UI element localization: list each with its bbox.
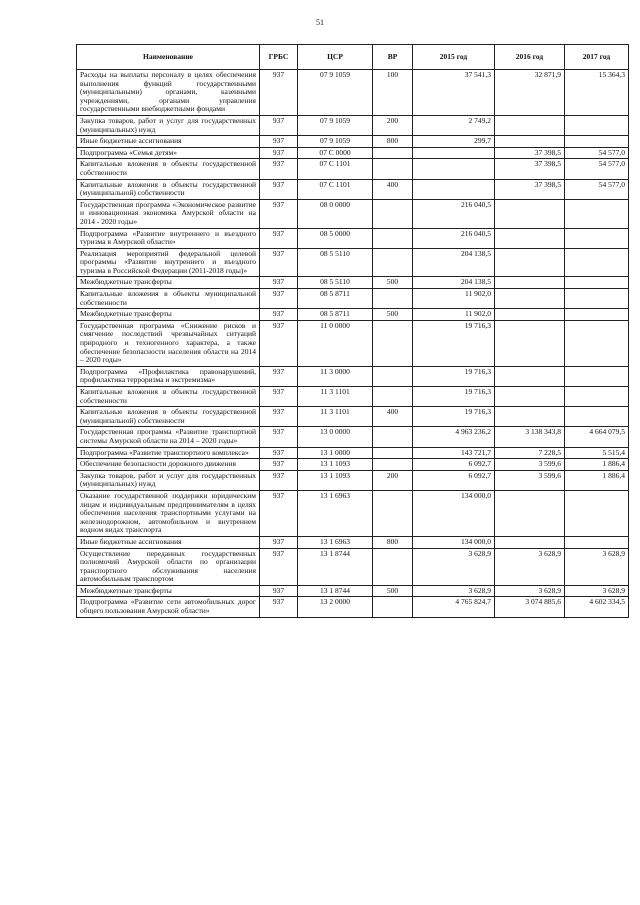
table-row: [77, 70, 629, 116]
row-csr: 07 9 1059: [298, 70, 373, 116]
row-vr: 100: [373, 70, 413, 116]
row-2017: [565, 115, 629, 135]
row-2017: 54 577,0: [565, 159, 629, 179]
table-row: [77, 427, 629, 447]
row-csr: 13 1 1093: [298, 470, 373, 490]
row-grbs: 937: [260, 136, 298, 148]
row-grbs: 937: [260, 407, 298, 427]
row-2015: 19 716,3: [413, 407, 495, 427]
row-2016: [495, 115, 565, 135]
row-2015: 37 541,3: [413, 70, 495, 116]
row-name: Межбюджетные трансферты: [77, 277, 260, 289]
row-csr: 13 1 0000: [298, 447, 373, 459]
row-csr: 07 9 1059: [298, 115, 373, 135]
row-2016: [495, 536, 565, 548]
row-2015: 4 963 236,2: [413, 427, 495, 447]
table-row: [77, 387, 629, 407]
row-grbs: 937: [260, 228, 298, 248]
row-csr: 11 0 0000: [298, 320, 373, 366]
row-csr: 07 С 0000: [298, 147, 373, 159]
row-2017: [565, 136, 629, 148]
row-2016: 3 628,9: [495, 585, 565, 597]
table-row: [77, 309, 629, 321]
row-2015: 6 092,7: [413, 470, 495, 490]
row-2015: 3 628,9: [413, 548, 495, 585]
row-2015: [413, 147, 495, 159]
row-csr: 13 1 6963: [298, 536, 373, 548]
row-vr: 400: [373, 179, 413, 199]
row-2016: [495, 136, 565, 148]
row-csr: 07 С 1101: [298, 179, 373, 199]
row-2016: [495, 407, 565, 427]
row-2015: 143 721,7: [413, 447, 495, 459]
row-csr: 08 5 5110: [298, 277, 373, 289]
row-csr: 08 0 0000: [298, 199, 373, 228]
row-name: Иные бюджетные ассигнования: [77, 536, 260, 548]
row-2015: 19 716,3: [413, 320, 495, 366]
row-2015: 204 138,5: [413, 277, 495, 289]
row-csr: 07 9 1059: [298, 136, 373, 148]
table-row: [77, 366, 629, 386]
row-vr: [373, 248, 413, 277]
table-row: [77, 277, 629, 289]
table-row: [77, 536, 629, 548]
row-name: Капитальные вложения в объекты государственной собственности: [77, 159, 260, 179]
table-row: [77, 407, 629, 427]
row-csr: 13 1 6963: [298, 490, 373, 536]
row-2015: 204 138,5: [413, 248, 495, 277]
row-csr: 08 5 8711: [298, 289, 373, 309]
row-name: Иные бюджетные ассигнования: [77, 136, 260, 148]
row-grbs: 937: [260, 199, 298, 228]
row-grbs: 937: [260, 548, 298, 585]
row-2016: [495, 228, 565, 248]
row-vr: [373, 366, 413, 386]
row-2017: [565, 289, 629, 309]
row-2017: [565, 536, 629, 548]
row-2016: 37 398,5: [495, 147, 565, 159]
table-row: [77, 320, 629, 366]
header-vr: ВР: [373, 45, 413, 70]
row-2017: [565, 277, 629, 289]
table-row: [77, 585, 629, 597]
row-csr: 07 С 1101: [298, 159, 373, 179]
row-vr: 800: [373, 136, 413, 148]
row-grbs: 937: [260, 277, 298, 289]
row-csr: 13 0 0000: [298, 427, 373, 447]
row-2017: [565, 366, 629, 386]
row-2015: 19 716,3: [413, 387, 495, 407]
row-name: Расходы на выплаты персоналу в целях обеспечения выполнения функций государственными (муниципальными) органами, казенными учреждениями, органами управления государственными внебюджетными фондами: [77, 70, 260, 116]
row-2017: 1 886,4: [565, 459, 629, 471]
row-csr: 13 1 8744: [298, 548, 373, 585]
header-name: Наименование: [77, 45, 260, 70]
row-grbs: 937: [260, 289, 298, 309]
row-2017: 54 577,0: [565, 147, 629, 159]
row-csr: 13 2 0000: [298, 597, 373, 617]
row-2015: 134 000,0: [413, 536, 495, 548]
row-2016: 3 599,6: [495, 459, 565, 471]
row-csr: 08 5 5110: [298, 248, 373, 277]
row-2017: 54 577,0: [565, 179, 629, 199]
row-2016: [495, 490, 565, 536]
row-2015: 216 040,5: [413, 228, 495, 248]
row-vr: 400: [373, 407, 413, 427]
row-vr: [373, 320, 413, 366]
row-csr: 08 5 8711: [298, 309, 373, 321]
page-number: 51: [316, 18, 324, 27]
header-csr: ЦСР: [298, 45, 373, 70]
row-2017: [565, 309, 629, 321]
table-row: [77, 459, 629, 471]
row-2015: 2 749,2: [413, 115, 495, 135]
row-grbs: 937: [260, 115, 298, 135]
table-row: [77, 548, 629, 585]
row-2015: 11 902,0: [413, 289, 495, 309]
table-row: [77, 136, 629, 148]
table-row: [77, 597, 629, 617]
row-vr: [373, 447, 413, 459]
row-2017: [565, 387, 629, 407]
row-grbs: 937: [260, 179, 298, 199]
row-vr: 500: [373, 309, 413, 321]
row-2015: 216 040,5: [413, 199, 495, 228]
header-2015: 2015 год: [413, 45, 495, 70]
row-2017: 15 364,3: [565, 70, 629, 116]
row-2016: [495, 248, 565, 277]
row-vr: [373, 159, 413, 179]
row-name: Обеспечение безопасности дорожного движения: [77, 459, 260, 471]
row-2017: [565, 407, 629, 427]
row-vr: [373, 147, 413, 159]
row-vr: [373, 199, 413, 228]
row-name: Подпрограмма «Развитие транспортного комплекса»: [77, 447, 260, 459]
row-2017: [565, 320, 629, 366]
row-2017: 1 886,4: [565, 470, 629, 490]
row-2017: 3 628,9: [565, 585, 629, 597]
row-2017: 4 664 079,5: [565, 427, 629, 447]
row-grbs: 937: [260, 490, 298, 536]
row-name: Государственная программа «Развитие транспортной системы Амурской области на 2014 – 2020 годы»: [77, 427, 260, 447]
table-row: [77, 289, 629, 309]
row-name: Капитальные вложения в объекты государственной собственности: [77, 387, 260, 407]
header-2016: 2016 год: [495, 45, 565, 70]
row-name: Оказание государственной поддержки юридическим лицам и индивидуальным предпринимателям в целях обеспечения населения транспортными услугами на железнодорожном, автомобильном и внутреннем водном видах транспорта: [77, 490, 260, 536]
row-grbs: 937: [260, 159, 298, 179]
row-vr: [373, 548, 413, 585]
row-2017: [565, 248, 629, 277]
row-2017: 3 628,9: [565, 548, 629, 585]
row-2015: 19 716,3: [413, 366, 495, 386]
table-row: [77, 199, 629, 228]
header-grbs: ГРБС: [260, 45, 298, 70]
row-2016: [495, 289, 565, 309]
row-2016: 3 599,6: [495, 470, 565, 490]
row-2015: 3 628,9: [413, 585, 495, 597]
row-2016: 7 228,5: [495, 447, 565, 459]
row-csr: 13 1 8744: [298, 585, 373, 597]
row-2017: [565, 490, 629, 536]
row-2016: 32 871,9: [495, 70, 565, 116]
row-grbs: 937: [260, 248, 298, 277]
row-2015: 4 765 824,7: [413, 597, 495, 617]
row-grbs: 937: [260, 320, 298, 366]
row-name: Капитальные вложения в объекты государственной (муниципальной) собственности: [77, 407, 260, 427]
row-2016: [495, 309, 565, 321]
row-2016: 3 074 885,6: [495, 597, 565, 617]
row-vr: 200: [373, 470, 413, 490]
row-2015: 11 902,0: [413, 309, 495, 321]
row-grbs: 937: [260, 459, 298, 471]
row-name: Подпрограмма «Профилактика правонарушений, профилактика терроризма и экстремизма»: [77, 366, 260, 386]
row-vr: 500: [373, 585, 413, 597]
row-grbs: 937: [260, 597, 298, 617]
row-vr: [373, 427, 413, 447]
row-2015: 299,7: [413, 136, 495, 148]
table-row: [77, 470, 629, 490]
row-csr: 08 5 0000: [298, 228, 373, 248]
row-vr: [373, 289, 413, 309]
table-header-row: [77, 45, 629, 70]
table-row: [77, 248, 629, 277]
table-row: [77, 179, 629, 199]
row-name: Подпрограмма «Семья детям»: [77, 147, 260, 159]
row-2017: 4 602 334,5: [565, 597, 629, 617]
row-2016: 37 398,5: [495, 159, 565, 179]
row-grbs: 937: [260, 427, 298, 447]
row-name: Осуществление переданных государственных полномочий Амурской области по организации транспортного обслуживания населения автомобильным транспортом: [77, 548, 260, 585]
row-grbs: 937: [260, 585, 298, 597]
row-2016: [495, 387, 565, 407]
row-2016: [495, 199, 565, 228]
table-row: [77, 159, 629, 179]
row-vr: 500: [373, 277, 413, 289]
row-vr: 200: [373, 115, 413, 135]
row-grbs: 937: [260, 536, 298, 548]
row-name: Закупка товаров, работ и услуг для государственных (муниципальных) нужд: [77, 470, 260, 490]
table-row: [77, 228, 629, 248]
row-vr: [373, 459, 413, 471]
row-name: Межбюджетные трансферты: [77, 585, 260, 597]
budget-table: [76, 44, 629, 618]
row-name: Закупка товаров, работ и услуг для государственных (муниципальных) нужд: [77, 115, 260, 135]
header-2017: 2017 год: [565, 45, 629, 70]
row-2015: 134 000,0: [413, 490, 495, 536]
row-grbs: 937: [260, 309, 298, 321]
row-csr: 11 3 0000: [298, 366, 373, 386]
row-2016: 3 138 343,8: [495, 427, 565, 447]
row-2015: 6 092,7: [413, 459, 495, 471]
row-name: Государственная программа «Экономическое развитие и инновационная экономика Амурской области на 2014 - 2020 годы»: [77, 199, 260, 228]
row-name: Подпрограмма «Развитие сети автомобильных дорог общего пользования Амурской области»: [77, 597, 260, 617]
table-row: [77, 447, 629, 459]
row-name: Государственная программа «Снижение рисков и смягчение последствий чрезвычайных ситуаций природного и техногенного характера, а также обеспечение безопасности населения области на 2014 – 2020 годы»: [77, 320, 260, 366]
row-grbs: 937: [260, 366, 298, 386]
row-name: Капитальные вложения в объекты государственной (муниципальной) собственности: [77, 179, 260, 199]
row-vr: [373, 490, 413, 536]
row-csr: 11 3 1101: [298, 407, 373, 427]
row-2016: 3 628,9: [495, 548, 565, 585]
row-2015: [413, 159, 495, 179]
row-2017: [565, 228, 629, 248]
row-vr: [373, 228, 413, 248]
row-2016: 37 398,5: [495, 179, 565, 199]
row-grbs: 937: [260, 70, 298, 116]
row-2016: [495, 277, 565, 289]
row-2015: [413, 179, 495, 199]
row-csr: 11 3 1101: [298, 387, 373, 407]
row-vr: [373, 387, 413, 407]
row-2017: 5 515,4: [565, 447, 629, 459]
table-row: [77, 490, 629, 536]
row-vr: [373, 597, 413, 617]
row-csr: 13 1 1093: [298, 459, 373, 471]
row-2016: [495, 366, 565, 386]
row-vr: 800: [373, 536, 413, 548]
row-grbs: 937: [260, 147, 298, 159]
row-grbs: 937: [260, 447, 298, 459]
row-name: Подпрограмма «Развитие внутреннего и въездного туризма в Амурской области»: [77, 228, 260, 248]
table-row: [77, 115, 629, 135]
row-grbs: 937: [260, 470, 298, 490]
row-2016: [495, 320, 565, 366]
row-name: Межбюджетные трансферты: [77, 309, 260, 321]
row-name: Реализация мероприятий федеральной целевой программы «Развитие внутреннего и въездного туризма в Российской Федерации (2011-2018 годы)»: [77, 248, 260, 277]
row-name: Капитальные вложения в объекты муниципальной собственности: [77, 289, 260, 309]
row-2017: [565, 199, 629, 228]
table-row: [77, 147, 629, 159]
row-grbs: 937: [260, 387, 298, 407]
